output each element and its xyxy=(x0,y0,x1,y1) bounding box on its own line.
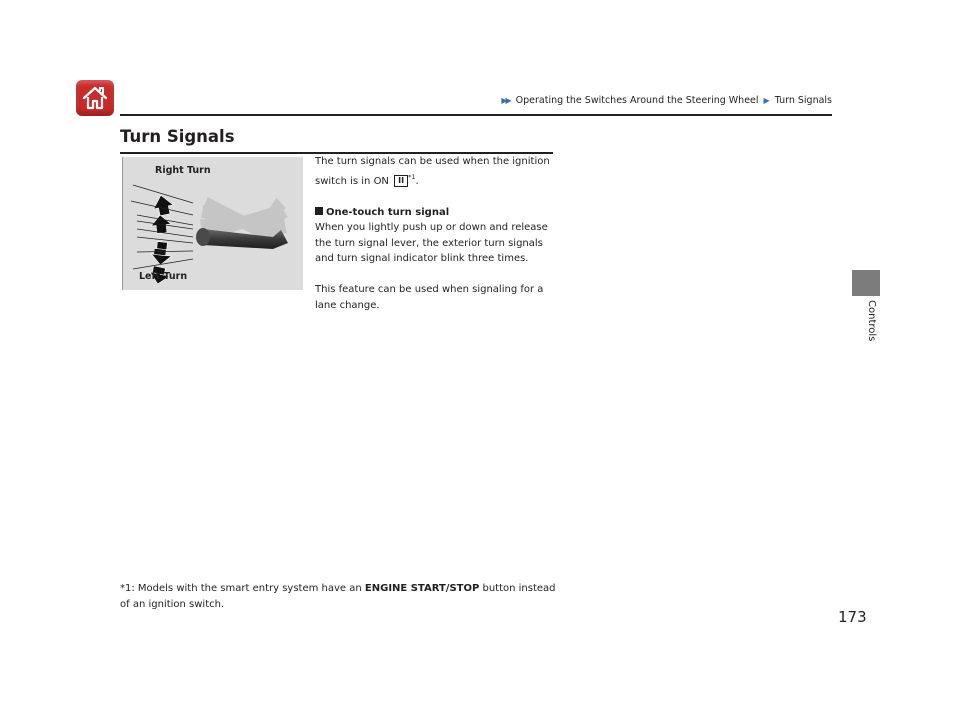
right-turn-label: Right Turn xyxy=(155,165,211,176)
lane-change-note: This feature can be used when signaling for a lane change. xyxy=(315,284,544,311)
footnote-ref: *1 xyxy=(408,172,416,181)
title-block xyxy=(120,126,553,154)
square-bullet-icon xyxy=(315,207,323,215)
breadcrumb-section-link[interactable]: Operating the Switches Around the Steering Wheel xyxy=(515,95,759,106)
page-title: Turn Signals xyxy=(120,127,235,146)
ignition-position-key: II xyxy=(394,175,408,187)
page-number: 173 xyxy=(838,608,867,626)
home-icon xyxy=(81,85,109,111)
intro-paragraph: The turn signals can be used when the ignition switch is in ON II $^{*1}$. xyxy=(315,156,550,187)
footnote: *1: Models with the smart entry system have an ENGINE START/STOP button instead of an ignition switch. xyxy=(120,583,556,610)
breadcrumb xyxy=(501,95,832,106)
breadcrumb-arrow-icon: ▶▶ xyxy=(501,96,510,105)
one-touch-heading: One-touch turn signal xyxy=(315,205,557,221)
breadcrumb-arrow-icon: ▶ xyxy=(763,96,770,105)
body-text xyxy=(315,154,557,313)
one-touch-paragraph: When you lightly push up or down and release the turn signal lever, the exterior turn signals and turn signal indicator blink three times. xyxy=(315,222,548,264)
turn-signal-lever-illustration xyxy=(122,157,303,290)
header-divider xyxy=(120,114,832,116)
chapter-tab[interactable] xyxy=(852,270,880,296)
chapter-label[interactable]: Controls xyxy=(866,300,877,342)
breadcrumb-current: Turn Signals xyxy=(774,95,832,106)
left-turn-label: Left Turn xyxy=(139,271,188,282)
home-button[interactable] xyxy=(76,80,114,116)
